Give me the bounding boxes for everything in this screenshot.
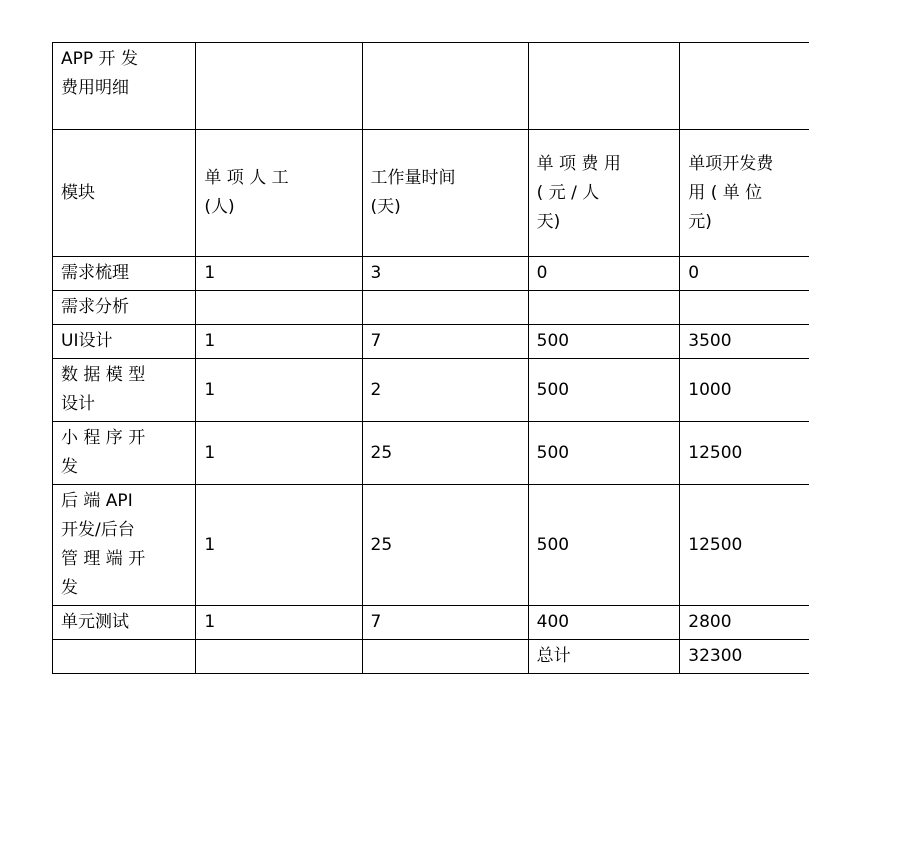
unit-cost-cell: 500 (528, 422, 680, 485)
days-cell (362, 291, 528, 325)
header-people: 单 项 人 工 (人) (196, 130, 362, 257)
empty-cell (196, 43, 362, 130)
module-cell: 单元测试 (53, 606, 196, 640)
people-cell: 1 (196, 485, 362, 606)
table-row (53, 422, 810, 485)
table-row (53, 325, 810, 359)
module-cell: 需求梳理 (53, 257, 196, 291)
cost-cell: 3500 (680, 325, 809, 359)
days-cell: 2 (362, 359, 528, 422)
unit-cost-cell: 500 (528, 325, 680, 359)
unit-cost-cell: 400 (528, 606, 680, 640)
people-cell: 1 (196, 325, 362, 359)
days-cell: 3 (362, 257, 528, 291)
empty-cell (53, 640, 196, 674)
unit-cost-cell: 0 (528, 257, 680, 291)
unit-cost-cell: 500 (528, 359, 680, 422)
module-cell: 小 程 序 开 发 (53, 422, 196, 485)
days-cell: 25 (362, 422, 528, 485)
cost-cell: 12500 (680, 485, 809, 606)
empty-cell (362, 43, 528, 130)
table-row (53, 359, 810, 422)
people-cell: 1 (196, 257, 362, 291)
days-cell: 7 (362, 606, 528, 640)
unit-cost-cell (528, 291, 680, 325)
empty-cell (196, 640, 362, 674)
total-value: 32300 (680, 640, 809, 674)
header-days: 工作量时间 (天) (362, 130, 528, 257)
empty-cell (528, 43, 680, 130)
app-cost-table (52, 42, 809, 674)
module-cell: 需求分析 (53, 291, 196, 325)
cost-cell: 1000 (680, 359, 809, 422)
cost-table-container (52, 42, 809, 674)
title-cell: APP 开 发 费用明细 (53, 43, 196, 130)
table-row (53, 485, 810, 606)
empty-cell (680, 43, 809, 130)
header-unit-cost: 单 项 费 用 ( 元 / 人 天) (528, 130, 680, 257)
total-label: 总计 (528, 640, 680, 674)
days-cell: 25 (362, 485, 528, 606)
module-cell: 后 端 API 开发/后台 管 理 端 开 发 (53, 485, 196, 606)
total-row (53, 640, 810, 674)
module-cell: 数 据 模 型 设计 (53, 359, 196, 422)
header-cost: 单项开发费 用 ( 单 位 元) (680, 130, 809, 257)
unit-cost-cell: 500 (528, 485, 680, 606)
table-row (53, 257, 810, 291)
people-cell: 1 (196, 606, 362, 640)
cost-cell (680, 291, 809, 325)
cost-cell: 2800 (680, 606, 809, 640)
days-cell: 7 (362, 325, 528, 359)
module-cell: UI设计 (53, 325, 196, 359)
empty-cell (362, 640, 528, 674)
people-cell: 1 (196, 359, 362, 422)
table-row (53, 606, 810, 640)
header-module: 模块 (53, 130, 196, 257)
table-row (53, 291, 810, 325)
header-row (53, 130, 810, 257)
people-cell (196, 291, 362, 325)
people-cell: 1 (196, 422, 362, 485)
title-row (53, 43, 810, 130)
cost-cell: 12500 (680, 422, 809, 485)
cost-cell: 0 (680, 257, 809, 291)
